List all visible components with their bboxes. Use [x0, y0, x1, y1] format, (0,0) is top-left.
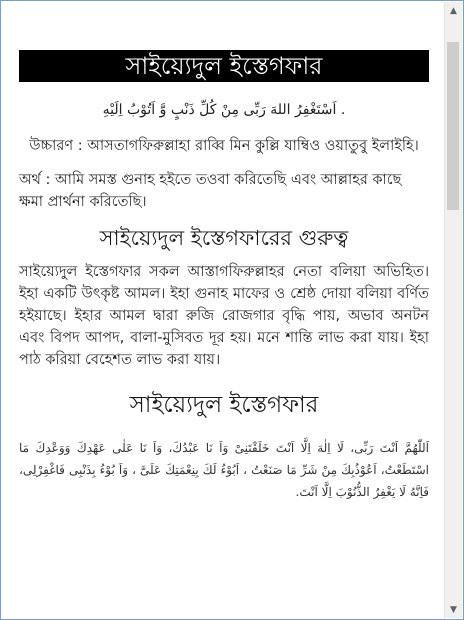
arabic-istighfar-line: . اَسْتَغْفِرُ اللهَ رَبِّى مِنْ كُلِّ ذَنْبٍ وَّ اَتُوْبُ اِلَيْهِ	[102, 102, 346, 118]
importance-paragraph: সাইয়্যেদুল ইস্তেগফার সকল আস্তাগফিরুল্লাহর নেতা বলিয়া অভিহিত। ইহা একটি উৎকৃষ্ট আমল। ইহা গুনাহ মাফের ও শ্রেষ্ঠ দোয়া বলিয়া বর্ণিত হইয়াছে। ইহার আমল দ্বারা রুজি রোজগার বৃদ্ধি পায়, অভাব অনটন এবং বিপদ আপদ, বালা-মুসিবত দূর হয়। মনে শান্তি লাভ করা যায়। ইহা পাঠ করিয়া বেহেশত লাভ করা যায়।	[19, 264, 429, 368]
document-content	[2, 2, 445, 618]
vertical-scrollbar[interactable]	[444, 2, 462, 618]
importance-heading: সাইয়্যেদুল ইস্তেগফারের গুরুত্ব	[99, 226, 349, 250]
scroll-up-arrow-icon[interactable]: ▲	[445, 2, 462, 19]
scrollbar-thumb[interactable]	[447, 42, 459, 210]
dua-arabic-text: اَللّٰهُمَّ اَنْتَ رَبِّى، لَا اِلٰهَ اِلَّا اَنْتَ خَلَقْتَنِىْ وَاَ نَا عَبْدُكَ، وَاَ نَا عَلٰى عَهْدِكَ وَوَعْدِكَ مَا اسْتَطَعْتُ، اَعُوْذُبِكَ مِنْ شَرِّ مَا صَنَعْتُ ، اَبُوْءُ لَكَ بِنِعْمَتِكَ عَلَىَّ ، وَاَ بُوْءُ بِذَنْبِى فَاغْفِرْلِى، فَاِنَّهُ لَا يَغْفِرُ الذُّنُوْبَ اِلَّا اَنْتَ.	[19, 441, 429, 499]
pronunciation-text: উচ্চারণ : আসতাগফিরুল্লাহা রাব্বি মিন কুল্লি যাম্বিও ওয়াতুবু ইলাইহি।	[29, 138, 419, 154]
scroll-down-arrow-icon[interactable]: ▼	[445, 601, 462, 618]
dua-heading: সাইয়্যেদুল ইস্তেগফার	[129, 392, 319, 418]
meaning-text: অর্থ : আমি সমস্ত গুনাহ হইতে তওবা করিতেছি এবং আল্লাহর কাছে ক্ষমা প্রার্থনা করিতেছি।	[19, 172, 402, 210]
page-title: সাইয়্যেদুল ইস্তেগফার	[19, 50, 429, 82]
